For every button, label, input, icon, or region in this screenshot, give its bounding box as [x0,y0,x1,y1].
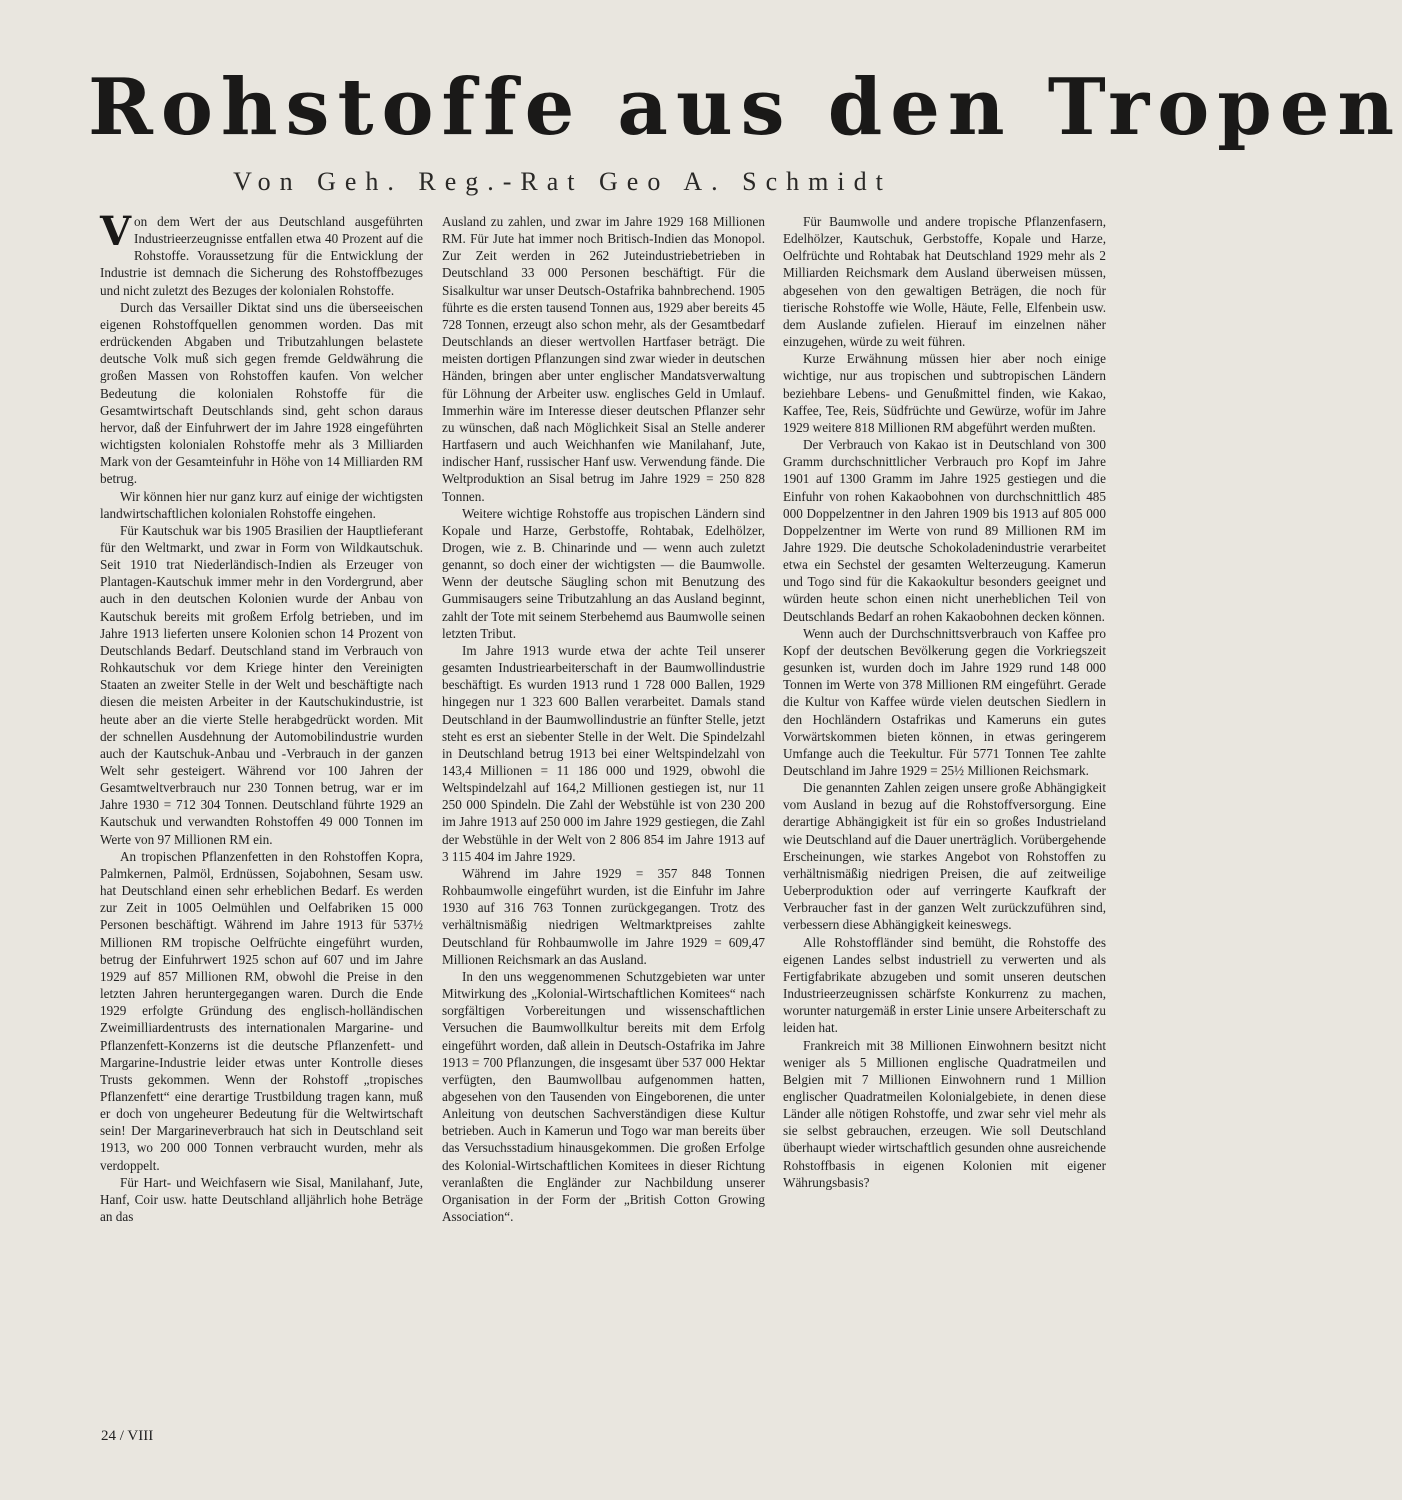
paragraph-text: on dem Wert der aus Deutschland ausgeführten Industrieerzeugnisse entfallen etwa 40 Prozent auf die Rohstoffe. Voraussetzung für die Entwicklung der Industrie ist demnach die Sicherung des Rohstoffbezuges und nicht zuletzt des Bezuges der kolonialen Rohstoffe. [100,214,423,298]
paragraph [100,208,423,299]
paragraph: Frankreich mit 38 Millionen Einwohnern besitzt nicht weniger als 5 Millionen englische Quadratmeilen und Belgien mit 7 Millionen Einwohnern rund 1 Million englischer Quadratmeilen Kolonialgebiete, in denen diese Länder alle nötigen Rohstoffe, und zwar sehr viel mehr als sie selbst gebrauchen, erzeugen. Wie soll Deutschland überhaupt wieder wirtschaftlich gesunden ohne ausreichende Rohstoffbasis in eigenen Kolonien mit eigener Währungsbasis? [783,1037,1106,1190]
paragraph: In den uns weggenommenen Schutzgebieten war unter Mitwirkung des „Kolonial-Wirtschaftlichen Komitees“ nach sorgfältigen Vorbereitungen und wissenschaftlichen Versuchen die Baumwollkultur bereits mit dem Erfolg eingeführt worden, daß allein in Deutsch-Ostafrika im Jahre 1913 = 700 Pflanzungen, die insgesamt über 537 000 Hektar verfügten, den Baumwollbau aufgenommen hatten, abgesehen von den Tausenden von Eingeborenen, die unter Anleitung von deutschen Sachverständigen diese Kultur betrieben. Auch in Kamerun und Togo war man bereits über das Versuchsstadium hinausgekommen. Die großen Erfolge des Kolonial-Wirtschaftlichen Komitees in dieser Richtung veranlaßten die Engländer zur Nachbildung unserer Organisation in der Form der „British Cotton Growing Association“. [442,968,765,1225]
text-column-3 [783,213,1106,1443]
paragraph: Kurze Erwähnung müssen hier aber noch einige wichtige, nur aus tropischen und subtropischen Ländern beziehbare Lebens- und Genußmittel finden, wie Kakao, Kaffee, Tee, Reis, Südfrüchte und Gewürze, wofür im Jahre 1929 weitere 818 Millionen RM abgeführt werden mußten. [783,351,1106,435]
paragraph: Ausland zu zahlen, und zwar im Jahre 1929 168 Millionen RM. Für Jute hat immer noch Britisch-Indien das Monopol. Zur Zeit werden in 262 Juteindustriebetrieben in Deutschland 33 000 Personen beschäftigt. Für die Sisalkultur war unser Deutsch-Ostafrika bahnbrechend. 1905 führte es die ersten tausend Tonnen aus, 1929 aber bereits 45 728 Tonnen, erzeugt also schon mehr, als der Gesamtbedarf Deutschlands an dieser wertvollen Hartfaser beträgt. Die meisten dortigen Pflanzungen sind zwar wieder in deutschen Händen, bringen aber unter englischer Mandatsverwaltung für Löhnung der Arbeiter usw. englisches Geld in Umlauf. Immerhin wäre im Interesse dieser deutschen Pflanzer sehr zu wünschen, daß nach Möglichkeit Sisal an Stelle anderer Hartfasern und auch Weichhanfen wie Manilahanf, Jute, indischer Hanf, russischer Hanf usw. Verwendung fände. Die Weltproduktion an Sisal betrug im Jahre 1929 = 250 828 Tonnen. [442,214,765,504]
paragraph: Durch das Versailler Diktat sind uns die überseeischen eigenen Rohstoffquellen genommen worden. Das mit erdrückenden Abgaben und Tributzahlungen belastete deutsche Volk muß sich gegen fremde Geldwährung die großen Massen von Rohstoffen kaufen. Von welcher Bedeutung die kolonialen Rohstoffe für die Gesamtwirtschaft Deutschlands sind, geht schon daraus hervor, daß der Einfuhrwert der im Jahre 1928 eingeführten wichtigsten kolonialen Rohstoffe mehr als 3 Milliarden Mark von der Gesamteinfuhr in Höhe von 14 Milliarden RM betrug. [100,299,423,487]
page-number: 24 / VIII [101,1428,154,1444]
text-column-1 [100,208,423,1403]
paragraph: Für Kautschuk war bis 1905 Brasilien der Hauptlieferant für den Weltmarkt, und zwar in Form von Wildkautschuk. Seit 1910 trat Niederländisch-Indien als Erzeuger von Plantagen-Kautschuk immer mehr in den Vordergrund, aber auch in den deutschen Kolonien wurde der Anbau von Kautschuk bereits mit großem Erfolg betrieben, und im Jahre 1913 lieferten unsere Kolonien schon 14 Prozent von Deutschlands Bedarf. Deutschland stand im Verbrauch von Rohkautschuk vor dem Kriege hinter den Vereinigten Staaten an zweiter Stelle in der Welt und beschäftigte nach diesen die meisten Arbeiter in der Kautschukindustrie, ist heute aber an die vierte Stelle herabgedrückt worden. Mit der schnellen Ausdehnung der Automobilindustrie wurden auch der Kautschuk-Anbau und -Verbrauch in der ganzen Welt sehr gesteigert. Während vor 100 Jahren der Gesamtweltverbrauch nur 230 Tonnen betrug, war er im Jahre 1930 = 712 304 Tonnen. Deutschland führte 1929 an Kautschuk und verwandten Rohstoffen 49 000 Tonnen im Werte von 97 Millionen RM ein. [100,522,423,847]
paragraph: Der Verbrauch von Kakao ist in Deutschland von 300 Gramm durchschnittlicher Verbrauch pro Kopf im Jahre 1901 auf 1300 Gramm im Jahre 1925 gestiegen und die Einfuhr von rohen Kakaobohnen von durchschnittlich 485 000 Doppelzentner in den Jahren 1909 bis 1913 auf 805 000 Doppelzentner im Werte von rund 89 Millionen RM im Jahre 1929. Die deutsche Schokoladenindustrie verarbeitet etwa ein Sechstel der gesamten Welterzeugung. Kamerun und Togo sind für die Kakaokultur besonders geeignet und würden heute schon einen nicht unerheblichen Teil von Deutschlands Bedarf an rohen Kakaobohnen decken können. [783,437,1106,624]
paragraph: Die genannten Zahlen zeigen unsere große Abhängigkeit vom Ausland in bezug auf die Rohstoffversorgung. Eine derartige Abhängigkeit ist für ein so großes Industrieland wie Deutschland auf die Dauer unerträglich. Vorübergehende Erscheinungen, wie starkes Angebot von Rohstoffen zu verhältnismäßig niedrigen Preisen, die auf zeitweilige Ueberproduktion oder auf verringerte Kaufkraft der Verbraucher fast in der ganzen Welt zurückzuführen sind, verbessern diese Abhängigkeit keineswegs. [783,780,1106,933]
paragraph: Wenn auch der Durchschnittsverbrauch von Kaffee pro Kopf der deutschen Bevölkerung gegen die Vorkriegszeit gesunken ist, wurden doch im Jahre 1929 rund 148 000 Tonnen im Werte von 378 Millionen RM eingeführt. Gerade die Kultur von Kaffee würde vielen deutschen Siedlern in den Hochländern Ostafrikas und Kameruns ein gutes Vorwärtskommen bieten können, in etwas geringerem Umfange auch die Teekultur. Für 5771 Tonnen Tee zahlte Deutschland im Jahre 1929 = 25½ Millionen Reichsmark. [783,625,1106,778]
paragraph: Weitere wichtige Rohstoffe aus tropischen Ländern sind Kopale und Harze, Gerbstoffe, Rohtabak, Edelhölzer, Drogen, wie z. B. Chinarinde und — wenn auch zuletzt genannt, so doch einer der wichtigsten — die Baumwolle. Wenn der deutsche Säugling schon mit Benutzung des Gummisaugers seine Tributzahlung an das Ausland beginnt, zahlt der Tote mit seinem Sterbehemd aus Baumwolle seinen letzten Tribut. [442,505,765,641]
article-byline: Von Geh. Reg.-Rat Geo A. Schmidt [233,167,892,196]
paragraph: Während im Jahre 1929 = 357 848 Tonnen Rohbaumwolle eingeführt wurden, ist die Einfuhr im Jahre 1930 auf 316 763 Tonnen zurückgegangen. Trotz des verhältnismäßig niedrigen Weltmarktpreises zahlte Deutschland für Rohbaumwolle im Jahre 1929 = 609,47 Millionen Reichsmark an das Ausland. [442,865,765,967]
paragraph: Wir können hier nur ganz kurz auf einige der wichtigsten landwirtschaftlichen kolonialen Rohstoffe eingehen. [100,488,423,521]
paragraph: Im Jahre 1913 wurde etwa der achte Teil unserer gesamten Industriearbeiterschaft in der Baumwollindustrie beschäftigt. Es wurden 1913 rund 1 728 000 Ballen, 1929 hingegen nur 1 323 600 Ballen verarbeitet. Damals stand Deutschland in der Baumwollindustrie an fünfter Stelle, jetzt steht es erst an siebenter Stelle in der Welt. Die Spindelzahl in Deutschland betrug 1913 bei einer Weltspindelzahl von 143,4 Millionen = 11 186 000 und 1929, obwohl die Weltspindelzahl auf 164,2 Millionen gestiegen ist, nur 11 250 000 Spindeln. Die Zahl der Webstühle ist von 230 200 im Jahre 1913 auf 250 000 im Jahre 1929 gestiegen, die Zahl der Webstühle in der Welt von 2 806 854 im Jahre 1913 auf 3 115 404 im Jahre 1929. [442,642,765,864]
text-column-2 [442,213,765,1428]
paragraph: An tropischen Pflanzenfetten in den Rohstoffen Kopra, Palmkernen, Palmöl, Erdnüssen, Sojabohnen, Sesam usw. hat Deutschland einen sehr erheblichen Bedarf. Es werden zur Zeit in 1005 Oelmühlen und Oelfabriken 15 000 Personen beschäftigt. Während im Jahre 1913 für 537½ Millionen RM tropische Oelfrüchte eingeführt wurden, betrug der Einfuhrwert 1925 schon auf 607 und im Jahre 1929 auf 857 Millionen RM, obwohl die Preise in den letzten Jahren heruntergegangen waren. Durch die Ende 1929 erfolgte Gründung des englisch-holländischen Zweimilliardentrusts des internationalen Margarine- und Pflanzenfett-Konzerns ist die deutsche Pflanzenfett- und Margarine-Industrie leider etwas unter Kontrolle dieses Trusts gekommen. Wenn der Rohstoff „tropisches Pflanzenfett“ eine derartige Trustbildung tragen kann, muß er doch von ungeheurer Bedeutung für die Weltwirtschaft sein! Der Margarineverbrauch hat sich in Deutschland seit 1913, wo 200 000 Tonnen verbraucht wurden, mehr als verdoppelt. [100,848,423,1173]
paragraph: Alle Rohstoffländer sind bemüht, die Rohstoffe des eigenen Landes selbst industriell zu verwerten und als Fertigfabrikate abzugeben und somit unseren deutschen Industrieerzeugnissen schärfste Konkurrenz zu machen, worunter naturgemäß in erster Linie unsere Arbeiterschaft zu leiden hat. [783,934,1106,1036]
drop-cap: V [100,208,132,255]
paragraph: Für Hart- und Weichfasern wie Sisal, Manilahanf, Jute, Hanf, Coir usw. hatte Deutschland alljährlich hohe Beträge an das [100,1174,423,1225]
paragraph: Für Baumwolle und andere tropische Pflanzenfasern, Edelhölzer, Kautschuk, Gerbstoffe, Kopale und Harze, Oelfrüchte und Rohtabak hat Deutschland 1929 mehr als 2 Milliarden Reichsmark dem Ausland überweisen müssen, abgesehen von den gewaltigen Beträgen, die noch für tierische Rohstoffe wie Wolle, Häute, Felle, Elfenbein usw. dem Auslande zufielen. Hierauf im einzelnen näher einzugehen, würde zu weit führen. [783,214,1106,350]
article-title: Rohstoffe aus den Tropen [88,62,1402,153]
